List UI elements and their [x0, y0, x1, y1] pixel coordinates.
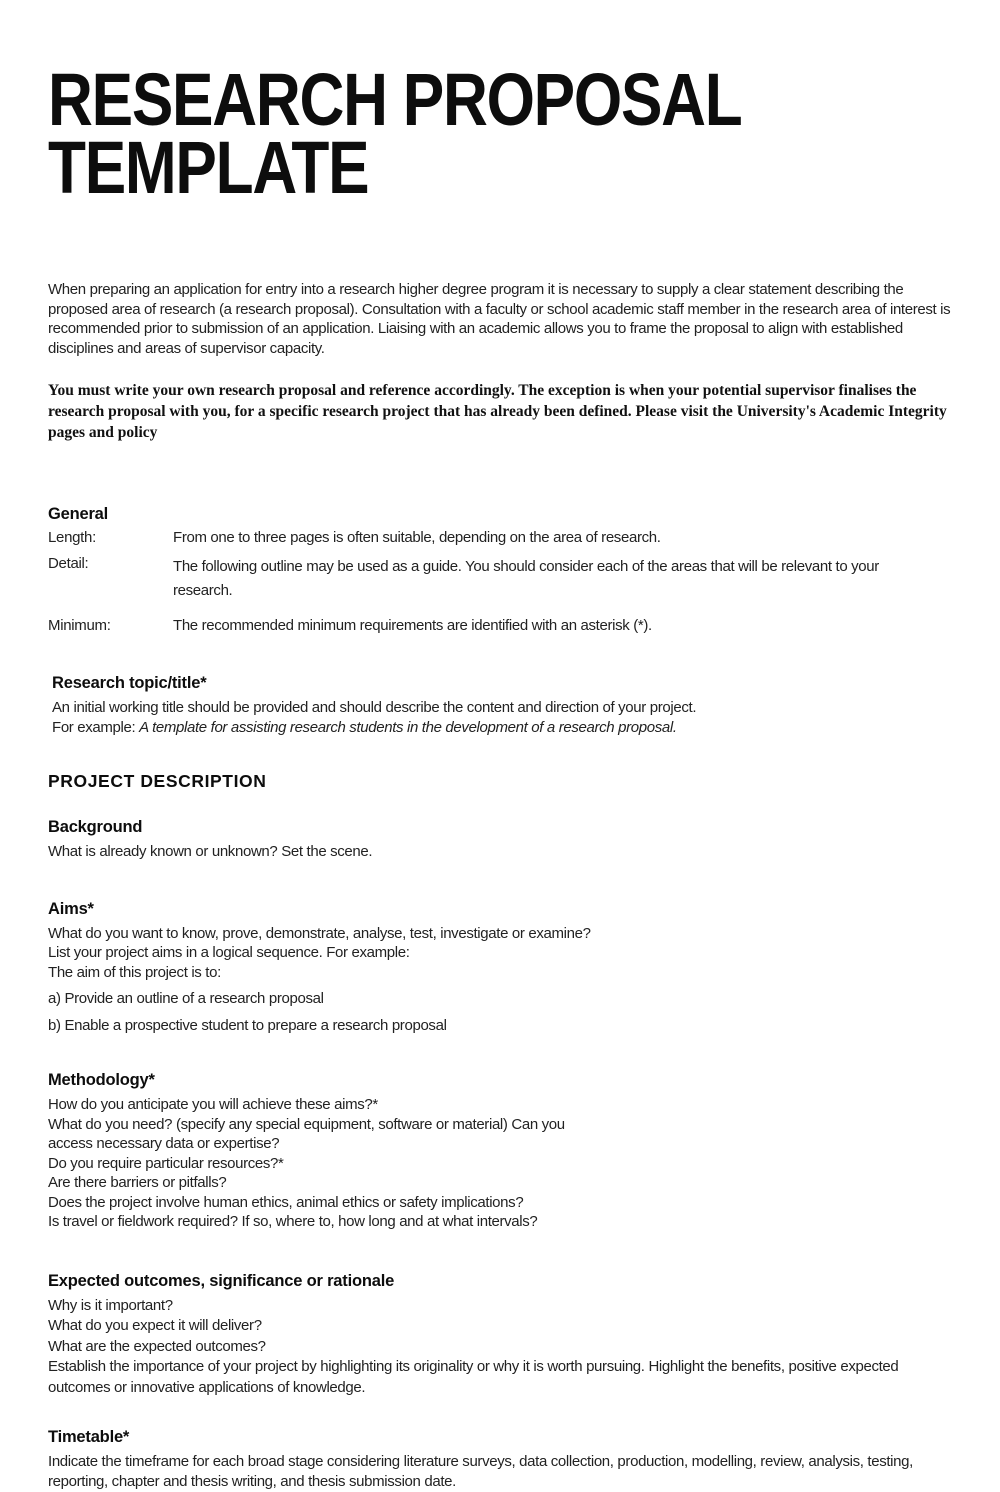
timetable-body: Indicate the timeframe for each broad stage considering literature surveys, data collection, production, modelling, review, analysis, testing, reporting, chapter and thesis writing, and thesis submission date. [48, 1453, 913, 1490]
example-italic-text: A template for assisting research students in the development of a research proposal. [139, 718, 677, 736]
aims-lead: The aim of this project is to: [48, 963, 221, 981]
general-label-minimum: Minimum: [48, 617, 111, 634]
methodology-line: Are there barriers or pitfalls? [48, 1174, 227, 1191]
outcomes-line: What are the expected outcomes? [48, 1337, 266, 1355]
outcomes-line: What do you expect it will deliver? [48, 1317, 262, 1334]
section-expected-outcomes [48, 1272, 958, 1399]
outcomes-line: Why is it important? [48, 1296, 173, 1314]
section-aims [48, 900, 958, 1036]
research-topic-line1: An initial working title should be provided and should describe the content and direction of your project. [52, 699, 697, 716]
methodology-line: How do you anticipate you will achieve these aims?* [48, 1096, 378, 1113]
general-label-detail: Detail: [48, 555, 89, 572]
section-project-description [48, 771, 958, 792]
section-timetable [48, 1428, 958, 1492]
general-row-minimum [48, 617, 958, 634]
page-title-line2: TEMPLATE [48, 126, 369, 209]
general-heading: General [48, 505, 109, 523]
background-heading: Background [48, 818, 143, 836]
general-row-length [48, 529, 958, 546]
aims-item-a: a) Provide an outline of a research proposal [48, 990, 324, 1007]
aims-heading: Aims* [48, 899, 94, 918]
section-background [48, 818, 958, 862]
title-block [48, 0, 958, 209]
timetable-heading: Timetable* [48, 1428, 130, 1446]
background-body: What is already known or unknown? Set the scene. [48, 843, 373, 860]
project-description-heading: PROJECT DESCRIPTION [48, 771, 267, 791]
methodology-heading: Methodology* [48, 1071, 155, 1089]
intro-paragraph: When preparing an application for entry into a research higher degree program it is necessary to supply a clear statement describing the proposed area of research (a research proposal). Consultation with a faculty or school academic staff member in the research area of interest is recommended prior to submission of an application. Liaising with an academic allows you to frame the proposal to align with established disciplines and areas of supervisor capacity. [48, 281, 951, 357]
general-value-detail: The following outline may be used as a guide. You should consider each of the areas that will be relevant to your research. [173, 558, 879, 599]
research-topic-example [52, 718, 958, 738]
page-title-line1: RESEARCH PROPOSAL [48, 58, 742, 141]
aims-item-b: b) Enable a prospective student to prepare a research proposal [48, 1016, 447, 1034]
outcomes-line: Establish the importance of your project by highlighting its originality or why it is worth pursuing. Highlight the benefits, positive expected outcomes or innovative applications of knowledge. [48, 1358, 899, 1396]
general-row-detail [48, 555, 958, 603]
general-value-length: From one to three pages is often suitable, depending on the area of research. [173, 529, 661, 546]
aims-body: What do you want to know, prove, demonstrate, analyse, test, investigate or examine? List your project aims in a logical sequence. For example: [48, 924, 591, 961]
section-general [48, 505, 958, 634]
notice-paragraph: You must write your own research proposal and reference accordingly. The exception is when your potential supervisor finalises the research proposal with you, for a specific research project that has already been defined. Please visit the University's Academic Integrity pages and policy [48, 382, 947, 441]
section-research-topic [48, 674, 958, 737]
expected-outcomes-heading: Expected outcomes, significance or rationale [48, 1271, 395, 1290]
general-label-length: Length: [48, 529, 96, 546]
section-methodology [48, 1071, 958, 1232]
methodology-line: Is travel or fieldwork required? If so, where to, how long and at what intervals? [48, 1213, 538, 1230]
example-prefix: For example: [52, 718, 140, 736]
methodology-line: Do you require particular resources?* [48, 1154, 284, 1172]
methodology-line: What do you need? (specify any special equipment, software or material) Can you access necessary data or expertise? [48, 1115, 565, 1152]
research-topic-heading: Research topic/title* [52, 674, 207, 692]
methodology-line: Does the project involve human ethics, animal ethics or safety implications? [48, 1193, 524, 1211]
general-value-minimum: The recommended minimum requirements are identified with an asterisk (*). [173, 617, 652, 634]
page-title [48, 58, 812, 209]
